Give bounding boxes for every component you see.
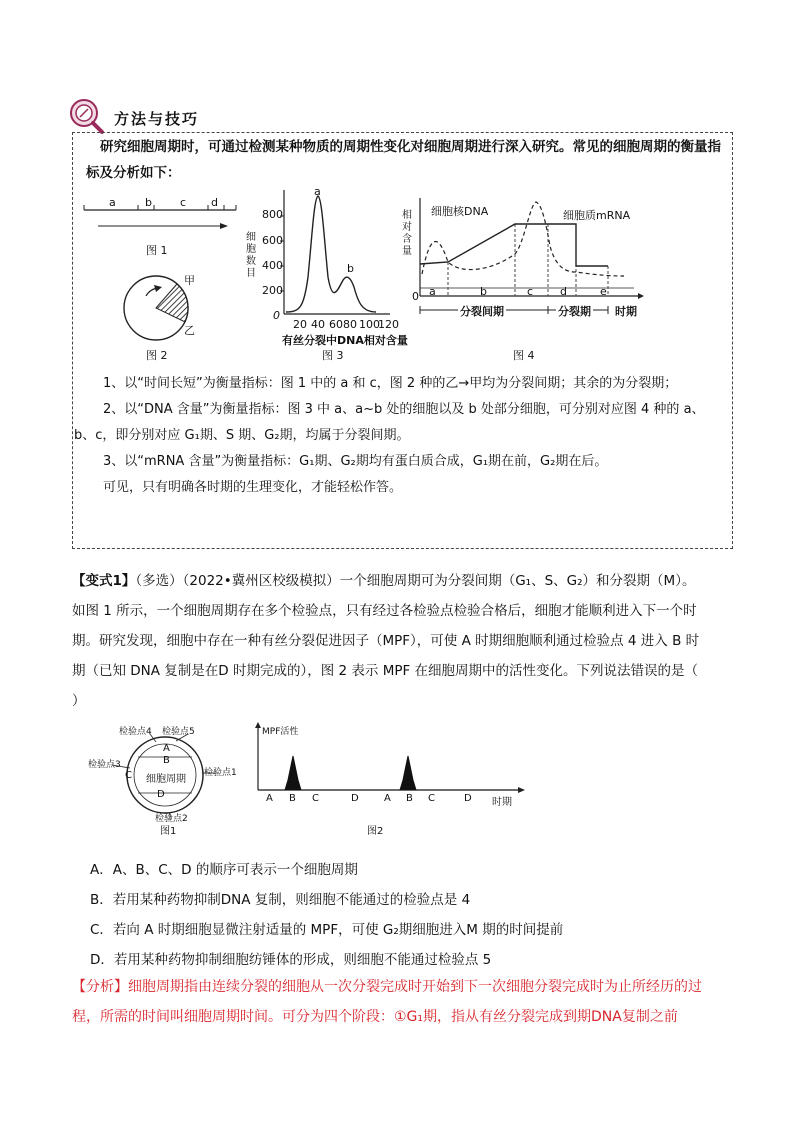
qfig2-tick-a1: A: [266, 793, 273, 804]
fig4-seg-a: a: [429, 285, 436, 298]
qfig1-caption: 图1: [160, 826, 177, 837]
fig3-xlabel: 有丝分裂中DNA相对含量: [282, 334, 408, 347]
analysis-line-2: 程，所需的时间叫细胞周期时间。可分为四个阶段：①G₁期，指从有丝分裂完成到期DNA复制之前: [72, 1009, 678, 1025]
fig4-series-mrna: 细胞质mRNA: [563, 209, 631, 222]
variant-line-1: [72, 566, 732, 596]
fig1-label-d: d: [211, 196, 218, 209]
magnifier-icon: [66, 96, 106, 136]
qfig2-caption: 图2: [367, 826, 384, 837]
fig4-ylabel: 相对含量: [402, 210, 412, 257]
qfig2-ylabel: MPF活性: [262, 727, 299, 737]
option-b[interactable]: B．若用某种药物抑制DNA 复制，则细胞不能通过的检验点是 4: [90, 892, 471, 908]
variant-line-4: 期（已知 DNA 复制是在D 时期完成的），图 2 表示 MPF 在细胞周期中的活性变化。下列说法错误的是（: [72, 663, 699, 679]
qfig1-cp3: 检验点3: [88, 760, 121, 770]
qfig2-tick-c1: C: [312, 793, 319, 804]
fig1-label-a: a: [109, 196, 116, 209]
variant-line-5: ）: [72, 693, 86, 709]
variant-label: 【变式1】: [72, 573, 136, 589]
fig3-peak-b: b: [347, 262, 354, 275]
option-d[interactable]: D．若用某种药物抑制细胞纺锤体的形成，则细胞不能通过检验点 5: [90, 952, 492, 968]
qfig1-cp2: 检验点2: [155, 814, 188, 824]
qfig2-tick-d1: D: [351, 793, 359, 804]
fig3-xtick-80: 80: [343, 318, 357, 331]
fig1-caption: 图 1: [146, 244, 168, 257]
fig3-ytick-800: 800: [262, 208, 283, 221]
qfig1-cp4: 检验点4: [119, 727, 152, 737]
fig3-xtick-20: 20: [293, 318, 307, 331]
fig3-ytick-200: 200: [262, 284, 283, 297]
analysis-point-1: 1、以“时间长短”为衡量指标：图 1 中的 a 和 c，图 2 种的乙→甲均为分裂间期；其余的为分裂期；: [103, 376, 678, 391]
conclusion: 可见，只有明确各时期的生理变化，才能轻松作答。: [103, 480, 403, 495]
fig4-origin: 0: [412, 290, 419, 303]
fig3-ylabel: 细胞数目: [246, 232, 256, 279]
fig3-ytick-400: 400: [262, 259, 283, 272]
fig3-peak-a: a: [314, 185, 321, 198]
variant-line-1-text: （多选）（2022•冀州区校级模拟）一个细胞周期可为分裂间期（G₁、S、G₂）和分裂期（M）。: [135, 573, 696, 589]
analysis-line-1: 【分析】细胞周期指由连续分裂的细胞从一次分裂完成时开始到下一次细胞分裂完成时为止所经历的过: [72, 979, 702, 995]
qfig1-cp1: 检验点1: [204, 768, 237, 778]
qfig1-phase-c: C: [125, 770, 132, 781]
analysis-point-3: 3、以“mRNA 含量”为衡量指标：G₁期、G₂期均有蛋白质合成，G₁期在前，G₂期在后。: [103, 454, 608, 469]
fig1-label-b: b: [145, 196, 152, 209]
fig4-time: 时期: [615, 305, 637, 318]
fig1-label-c: c: [180, 196, 187, 209]
section-title: 方法与技巧: [114, 110, 200, 128]
fig3-xtick-40: 40: [311, 318, 325, 331]
analysis-point-2b: b、c，即分别对应 G₁期、S 期、G₂期，均属于分裂间期。: [74, 428, 410, 443]
variant-line-3: 期。研究发现，细胞中存在一种有丝分裂促进因子（MPF），可使 A 时期细胞顺利通过检验点 4 进入 B 时: [72, 633, 700, 649]
fig4-seg-d: d: [560, 285, 567, 298]
qfig2-tick-b2: B: [406, 793, 413, 804]
fig3-caption: 图 3: [322, 349, 344, 362]
fig3-xtick-60: 60: [329, 318, 343, 331]
qfig1-phase-d: D: [157, 789, 165, 800]
fig3-origin: 0: [273, 309, 280, 322]
fig3-xtick-100: 100: [359, 318, 380, 331]
fig3-ytick-600: 600: [262, 234, 283, 247]
qfig1-phase-b: B: [163, 755, 170, 766]
option-a[interactable]: A．A、B、C、D 的顺序可表示一个细胞周期: [90, 862, 358, 878]
qfig1-phase-a: A: [163, 743, 170, 754]
fig4-caption: 图 4: [513, 349, 535, 362]
qfig1-center: 细胞周期: [146, 774, 186, 785]
option-c[interactable]: C．若向 A 时期细胞显微注射适量的 MPF，可使 G₂期细胞进入M 期的时间提前: [90, 922, 564, 938]
qfig2-tick-b1: B: [289, 793, 296, 804]
fig2-caption: 图 2: [146, 349, 168, 362]
fig4-seg-c: c: [527, 285, 534, 298]
fig4-seg-e: e: [600, 285, 607, 298]
analysis-point-2a: 2、以“DNA 含量”为衡量指标：图 3 中 a、a~b 处的细胞以及 b 处部分细胞，可分别对应图 4 种的 a、: [103, 402, 705, 417]
fig2-label-jia: 甲: [184, 274, 195, 287]
qfig2-xlabel: 时期: [492, 797, 512, 808]
qfig2-tick-a2: A: [384, 793, 391, 804]
fig2-label-yi: 乙: [184, 324, 195, 337]
fig4-mphase: 分裂期: [558, 305, 591, 318]
qfig2-tick-c2: C: [428, 793, 435, 804]
fig4-series-dna: 细胞核DNA: [431, 205, 489, 218]
intro-text: 研究细胞周期时，可通过检测某种物质的周期性变化对细胞周期进行深入研究。常见的细胞周期的衡量指标及分析如下：: [86, 139, 721, 181]
fig4-seg-b: b: [480, 285, 487, 298]
variant-line-2: 如图 1 所示，一个细胞周期存在多个检验点，只有经过各检验点检验合格后，细胞才能顺利进入下一个时: [72, 603, 697, 619]
fig3-xtick-120: 120: [378, 318, 399, 331]
qfig1-cp5: 检验点5: [162, 727, 195, 737]
qfig2-tick-d2: D: [464, 793, 472, 804]
fig4-interphase: 分裂间期: [460, 305, 504, 318]
